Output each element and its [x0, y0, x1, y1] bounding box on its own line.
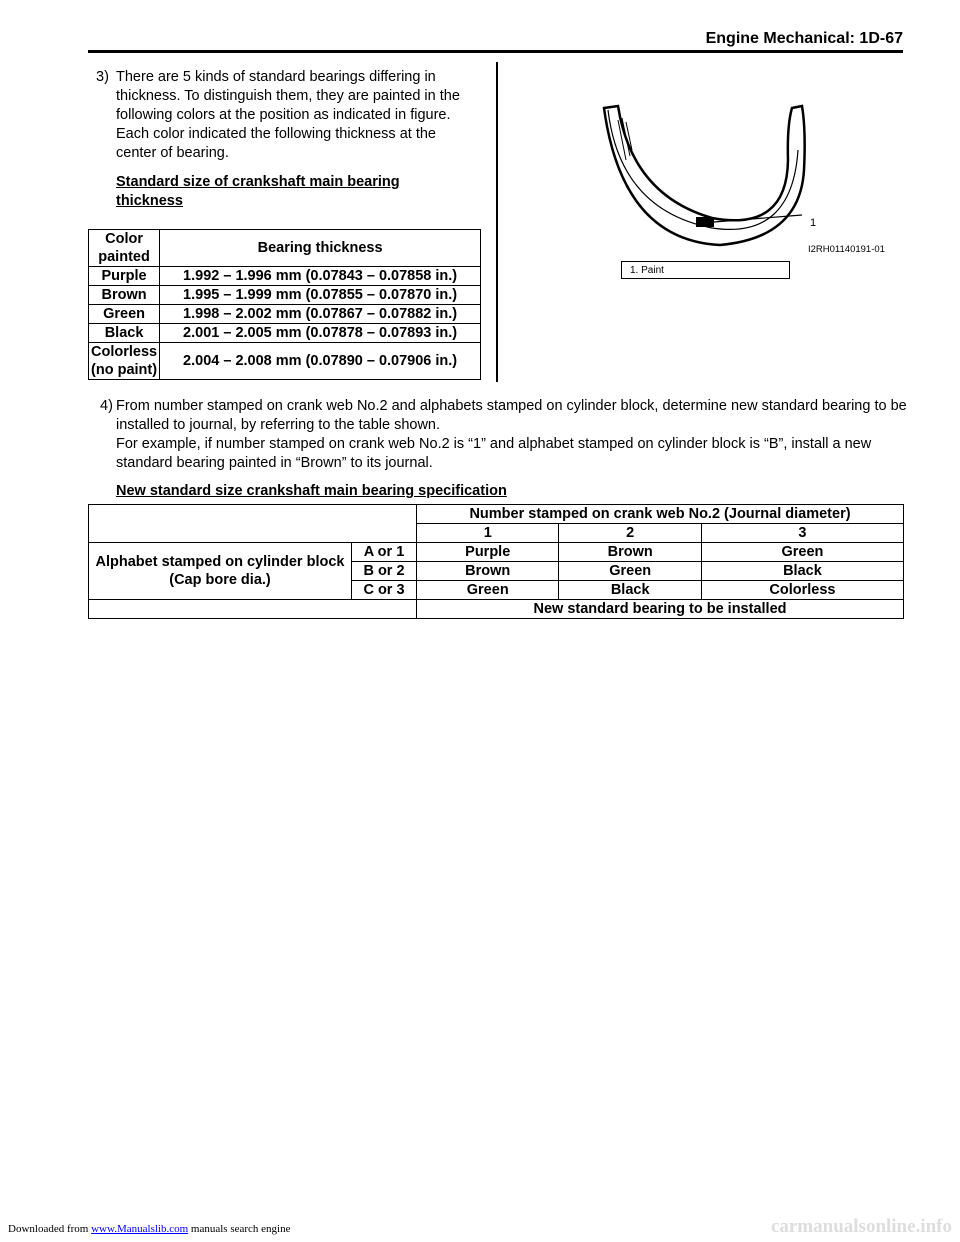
table-cell: Brown: [559, 543, 701, 562]
step-3-text: There are 5 kinds of standard bearings differing in thickness. To distinguish them, they are painted in the following colors at the position as indicated in figure.: [116, 69, 460, 123]
footer-prefix: Downloaded from: [8, 1223, 92, 1235]
table-cell: Black: [559, 581, 701, 600]
manualslib-link[interactable]: www.Manualslib.com: [91, 1223, 189, 1235]
table-footer: New standard bearing to be installed: [417, 600, 904, 619]
thickness-cell: 1.995 – 1.999 mm (0.07855 – 0.07870 in.): [160, 286, 481, 305]
table-header-row: [89, 230, 481, 267]
figure-legend: 1. Paint: [621, 261, 790, 279]
download-note: [8, 1223, 290, 1235]
bearing-thickness-table: [88, 229, 481, 380]
row-label: C or 3: [352, 581, 417, 600]
table-cell: Colorless: [701, 581, 903, 600]
row-group-header: Alphabet stamped on cylinder block (Cap bore dia.): [89, 543, 352, 600]
paint-mark: [696, 217, 714, 227]
col-header-3: 3: [701, 524, 903, 543]
thickness-cell: 1.998 – 2.002 mm (0.07867 – 0.07882 in.): [160, 305, 481, 324]
figure-code: I2RH01140191-01: [808, 244, 885, 255]
thickness-cell: 2.001 – 2.005 mm (0.07878 – 0.07893 in.): [160, 324, 481, 343]
col-header-1: 1: [417, 524, 559, 543]
color-cell: Colorless (no paint): [89, 343, 160, 380]
table-cell: Green: [701, 543, 903, 562]
step-3-text-2: Each color indicated the following thickness at the center of bearing.: [116, 126, 436, 161]
color-cell: Green: [89, 305, 160, 324]
table-row: [89, 305, 481, 324]
footer-suffix: manuals search engine: [188, 1223, 291, 1235]
column-divider: [496, 62, 498, 382]
table-row: [89, 286, 481, 305]
table1-title: Standard size of crankshaft main bearing thickness: [116, 174, 400, 209]
header-thickness: Bearing thickness: [160, 230, 481, 267]
table2-title: New standard size crankshaft main bearing specification: [116, 483, 507, 499]
callout-1: 1: [810, 217, 817, 229]
page-title: Engine Mechanical: 1D-67: [705, 30, 903, 47]
blank-footer-cell: [89, 600, 417, 619]
table-cell: Green: [417, 581, 559, 600]
step-4: [100, 397, 910, 473]
thickness-cell: 2.004 – 2.008 mm (0.07890 – 0.07906 in.): [160, 343, 481, 380]
step-4-number: 4): [100, 398, 113, 414]
color-cell: Purple: [89, 267, 160, 286]
page-footer: [0, 1216, 960, 1240]
table-cell: Black: [701, 562, 903, 581]
header-color: Color painted: [89, 230, 160, 267]
color-cell: Black: [89, 324, 160, 343]
table-cell: Purple: [417, 543, 559, 562]
col-group-header: Number stamped on crank web No.2 (Journal diameter): [417, 505, 904, 524]
table-row: [89, 543, 904, 562]
blank-corner: [89, 505, 417, 543]
table-row: [89, 343, 481, 380]
page-header: [88, 28, 903, 53]
table-row: [89, 324, 481, 343]
table-row: [89, 267, 481, 286]
table-cell: Green: [559, 562, 701, 581]
step-4-text-2: For example, if number stamped on crank web No.2 is “1” and alphabet stamped on cylinder block is “B”, install a new standard bearing painted in “Brown” to its journal.: [116, 436, 872, 471]
step-4-text: From number stamped on crank web No.2 and alphabets stamped on cylinder block, determine new standard bearing to be installed to journal, by referring to the table shown.: [116, 398, 907, 433]
color-cell: Brown: [89, 286, 160, 305]
table-cell: Brown: [417, 562, 559, 581]
bearing-spec-table: [88, 504, 904, 619]
watermark: carmanualsonline.info: [770, 1216, 952, 1237]
table-row: [89, 505, 904, 524]
step-3-number: 3): [96, 69, 109, 85]
col-header-2: 2: [559, 524, 701, 543]
row-label: B or 2: [352, 562, 417, 581]
row-label: A or 1: [352, 543, 417, 562]
table-row: [89, 600, 904, 619]
thickness-cell: 1.992 – 1.996 mm (0.07843 – 0.07858 in.): [160, 267, 481, 286]
step-3: [96, 68, 476, 211]
